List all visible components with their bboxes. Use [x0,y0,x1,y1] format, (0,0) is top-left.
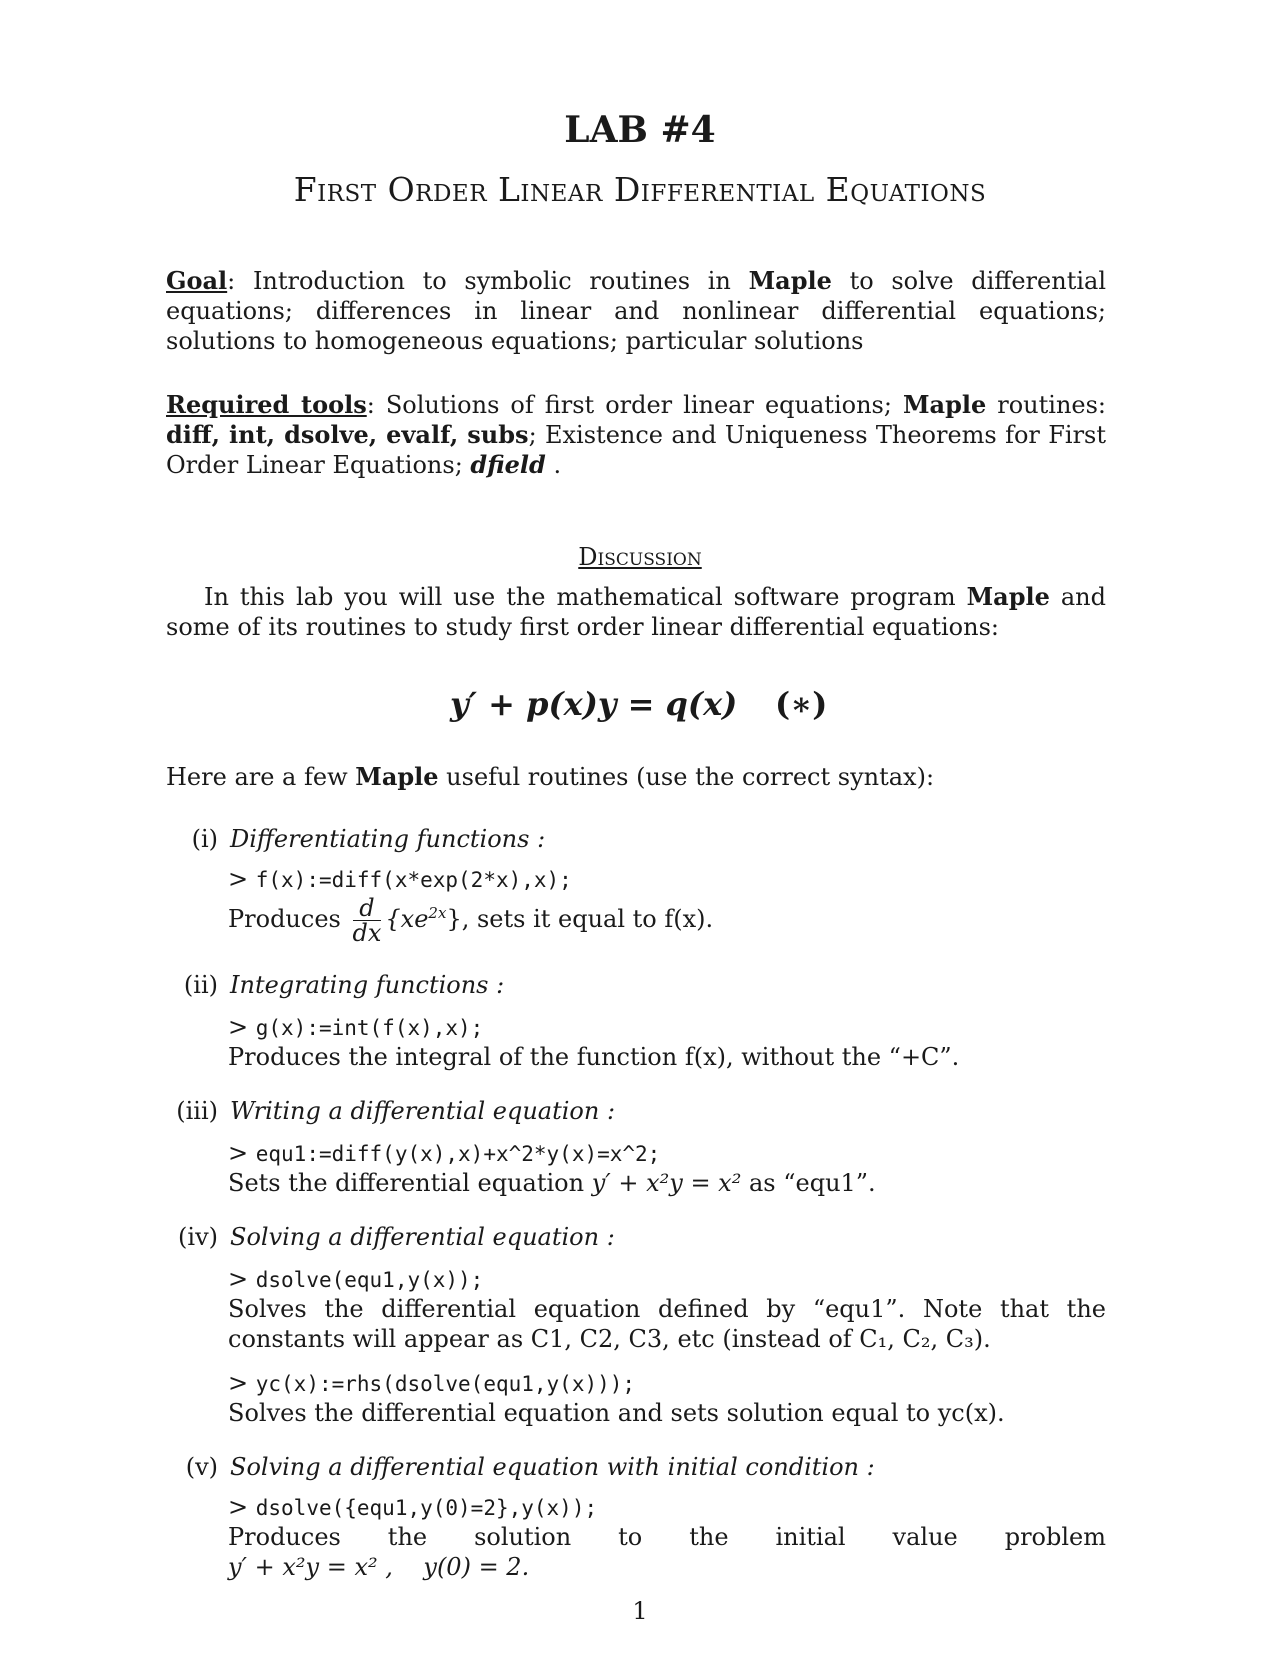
item-title: Differentiating functions : [230,825,546,853]
code-line: > g(x):=int(f(x),x); [228,1013,484,1041]
code-line: > f(x):=diff(x*exp(2*x),x); [228,865,572,893]
discussion-heading: Discussion [578,543,702,571]
code-line: > dsolve({equ1,y(0)=2},y(x)); [228,1493,598,1521]
main-equation: y′ + p(x)y = q(x) [450,685,738,723]
item-label: (iv) [178,1223,218,1251]
equation-tag: (∗) [775,685,828,723]
derivative-fraction: $\frac{d}{dx}$ [352,894,382,947]
item-description: Solves the differential equation and sets solution equal to yc(x). [228,1399,1005,1427]
item-title: Writing a differential equation : [230,1097,616,1125]
item-label: (ii) [183,971,218,999]
routines-intro: Here are a few Maple useful routines (use the correct syntax): [166,762,935,791]
item-title: Solving a differential equation with initial condition : [230,1453,875,1481]
discussion-paragraph: In this lab you will use the mathematical software program Maple and some of its routines to study first order linear differential equations: [166,582,1106,641]
goal-label: Goal [166,266,228,295]
code-line: > dsolve(equ1,y(x)); [228,1265,484,1293]
item-description: Solves the differential equation defined by “equ1”. Note that the constants will appear as C1, C2, C3, etc (instead of C₁, C₂, C₃). [228,1295,1106,1353]
item-label: (iii) [176,1097,218,1125]
item-description: Produces $\frac{d}{dx}$ $\{xe^{2x}\}$, sets it equal to f(x). [228,894,714,947]
page-number: 1 [632,1597,648,1625]
item-title: Integrating functions : [230,971,505,999]
item-label: (v) [185,1453,218,1481]
item-label: (i) [191,825,218,853]
code-line: > yc(x):=rhs(dsolve(equ1,y(x))); [228,1369,636,1397]
item-title: Solving a differential equation : [230,1223,615,1251]
goal-paragraph: Goal: Introduction to symbolic routines in Maple to solve differential equations; differences in linear and nonlinear differential equations; solutions to homogeneous equations; particular solutions [166,266,1106,355]
tools-label: Required tools [166,390,367,419]
tools-paragraph: Required tools: Solutions of first order linear equations; Maple routines: diff, int, dsolve, evalf, subs; Existence and Uniqueness Theorems for First Order Linear Equations; dfield . [166,390,1107,479]
item-description: Sets the differential equation y′ + x²y = x² as “equ1”. [228,1169,876,1197]
item-description: Produces the integral of the function f(x), without the “+C”. [228,1043,960,1071]
page-subtitle: First Order Linear Differential Equations [293,170,987,209]
item-description: Produces the solution to the initial value problem y′ + x²y = x² , y(0) = 2. [228,1523,1106,1581]
page-title: LAB #4 [564,109,716,151]
code-line: > equ1:=diff(y(x),x)+x^2*y(x)=x^2; [228,1139,661,1167]
